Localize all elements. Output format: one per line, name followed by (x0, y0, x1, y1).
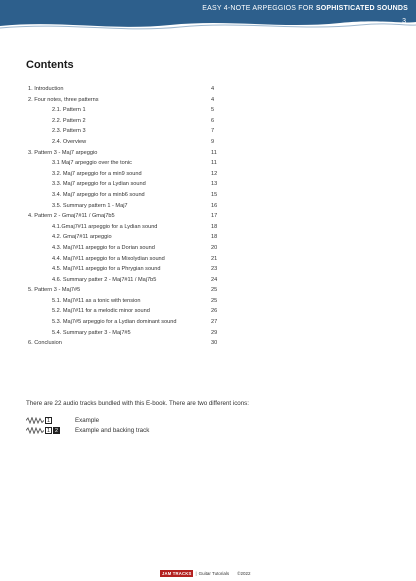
toc-entry-label: 4.5. Maj7#11 arpeggio for a Phrygian sound (52, 266, 161, 273)
page-header (0, 0, 416, 34)
toc-entry-label: 4.4. Maj7#11 arpeggio for a Mixolydian sound (52, 255, 165, 262)
toc-entry-page: 30 (211, 340, 218, 347)
toc-entry-label: 4. Pattern 2 - Gmaj7#11 / Gmaj7b5 (28, 213, 115, 220)
footer-copyright: ©2022 (237, 571, 251, 576)
toc-entry[interactable] (28, 296, 218, 307)
toc-entry[interactable] (28, 285, 218, 296)
toc-entry[interactable] (28, 126, 218, 137)
page-footer (160, 570, 250, 577)
toc-entry-label: 4.2. Gmaj7#11 arpeggio (52, 234, 112, 241)
toc-entry[interactable] (28, 254, 218, 265)
toc-entry-page: 26 (211, 308, 218, 315)
audio-wave-icon (26, 417, 44, 424)
toc-entry[interactable] (28, 84, 218, 95)
toc-entry[interactable] (28, 169, 218, 180)
track-number-box: 1 (46, 418, 51, 424)
footer-divider: | (195, 571, 197, 576)
header-title (202, 5, 408, 12)
audio-bundle-text: There are 22 audio tracks bundled with this E-book. There are two different icons: (26, 400, 249, 407)
toc-entry[interactable] (28, 232, 218, 243)
toc-entry[interactable] (28, 105, 218, 116)
toc-entry-page: 5 (211, 107, 215, 114)
toc-entry-label: 1. Introduction (28, 86, 64, 92)
toc-entry-label: 2.3. Pattern 3 (52, 128, 86, 135)
legend-row-example-backing (26, 426, 149, 435)
toc-entry-label: 3. Pattern 3 - Maj7 arpeggio (28, 149, 98, 156)
table-of-contents (28, 84, 218, 349)
toc-entry[interactable] (28, 222, 218, 233)
toc-entry-label: 2.2. Pattern 2 (52, 117, 86, 124)
toc-entry-page: 6 (211, 117, 215, 124)
toc-entry[interactable] (28, 243, 218, 254)
toc-entry-label: 4.6. Summary patter 2 - Maj7#11 / Maj7b5 (52, 276, 157, 283)
toc-entry[interactable] (28, 95, 218, 106)
toc-entry[interactable] (28, 338, 218, 349)
toc-entry-label: 4.3. Maj7#11 arpeggio for a Dorian sound (52, 244, 155, 251)
toc-entry[interactable] (28, 306, 218, 317)
audio-wave-icon (26, 427, 44, 434)
toc-entry[interactable] (28, 158, 218, 169)
audio-example-icon (26, 417, 75, 424)
toc-entry-page: 17 (211, 213, 218, 220)
toc-entry[interactable] (28, 201, 218, 212)
toc-entry-page: 15 (211, 191, 218, 198)
toc-entry-page: 21 (211, 255, 218, 262)
toc-entry-label: 3.5. Summary pattern 1 - Maj7 (52, 202, 128, 209)
toc-entry-label: 3.1 Maj7 arpeggio over the tonic (52, 160, 132, 167)
toc-entry[interactable] (28, 190, 218, 201)
toc-entry-page: 18 (211, 234, 218, 241)
toc-entry-page: 4 (211, 96, 215, 103)
toc-entry-page: 13 (211, 181, 218, 188)
page-number: 3 (402, 18, 406, 25)
toc-entry-page: 4 (211, 86, 215, 92)
toc-entry[interactable] (28, 137, 218, 148)
toc-entry-page: 23 (211, 266, 218, 273)
legend-label: Example (75, 417, 100, 424)
toc-entry-label: 3.3. Maj7 arpeggio for a Lydian sound (52, 181, 146, 188)
toc-entry-label: 2.1. Pattern 1 (52, 107, 86, 114)
toc-entry[interactable] (28, 211, 218, 222)
contents-heading: Contents (26, 59, 74, 71)
toc-entry-page: 27 (211, 319, 218, 326)
legend-label: Example and backing track (75, 427, 150, 434)
jam-tracks-logo: JAM TRACKS (162, 571, 192, 576)
toc-entry-label: 3.2. Maj7 arpeggio for a min9 sound (52, 170, 142, 177)
toc-entry-label: 2.4. Overview (52, 138, 87, 145)
toc-entry-label: 5.3. Maj7#5 arpeggio for a Lydian dominant sound (52, 319, 177, 326)
toc-entry-label: 6. Conclusion (28, 340, 62, 347)
toc-entry-label: 4.1.Gmaj7#11 arpeggio for a Lydian sound (52, 223, 158, 230)
toc-entry-page: 20 (211, 244, 218, 251)
toc-entry-page: 11 (211, 149, 217, 156)
toc-entry[interactable] (28, 275, 218, 286)
toc-entry[interactable] (28, 328, 218, 339)
toc-entry[interactable] (28, 317, 218, 328)
toc-entry-page: 25 (211, 297, 218, 304)
toc-entry-label: 5.2. Maj7#11 for a melodic minor sound (52, 308, 150, 315)
toc-entry-label: 5.4. Summary patter 3 - Maj7#5 (52, 329, 131, 336)
toc-entry-page: 9 (211, 138, 215, 145)
toc-entry-page: 25 (211, 287, 218, 294)
toc-entry-page: 12 (211, 170, 218, 177)
toc-entry-page: 7 (211, 128, 215, 135)
toc-entry[interactable] (28, 264, 218, 275)
header-title-bold: SOPHISTICATED SOUNDS (315, 5, 408, 12)
toc-entry-page: 29 (211, 329, 218, 336)
backing-track-number-box: 2 (54, 428, 59, 434)
toc-entry[interactable] (28, 148, 218, 159)
toc-entry-page: 24 (211, 276, 218, 283)
header-title-prefix: EASY 4-NOTE ARPEGGIOS FOR (202, 5, 316, 12)
footer-tagline: Guitar Tutorials (198, 571, 230, 576)
legend-row-example (26, 416, 99, 425)
audio-example-backing-icon (26, 427, 75, 434)
toc-entry-label: 2. Four notes, three patterns (28, 96, 99, 103)
toc-entry-page: 16 (211, 202, 218, 209)
toc-entry-label: 3.4. Maj7 arpeggio for a minb6 sound (52, 191, 145, 198)
toc-entry-label: 5. Pattern 3 - Maj7#5 (28, 287, 81, 294)
toc-entry[interactable] (28, 116, 218, 127)
toc-entry-page: 11 (211, 160, 217, 167)
toc-entry-page: 18 (211, 223, 218, 230)
toc-entry-label: 5.1. Maj7#11 as a tonic with tension (52, 297, 141, 304)
toc-entry[interactable] (28, 179, 218, 190)
track-number-box: 1 (46, 428, 51, 434)
